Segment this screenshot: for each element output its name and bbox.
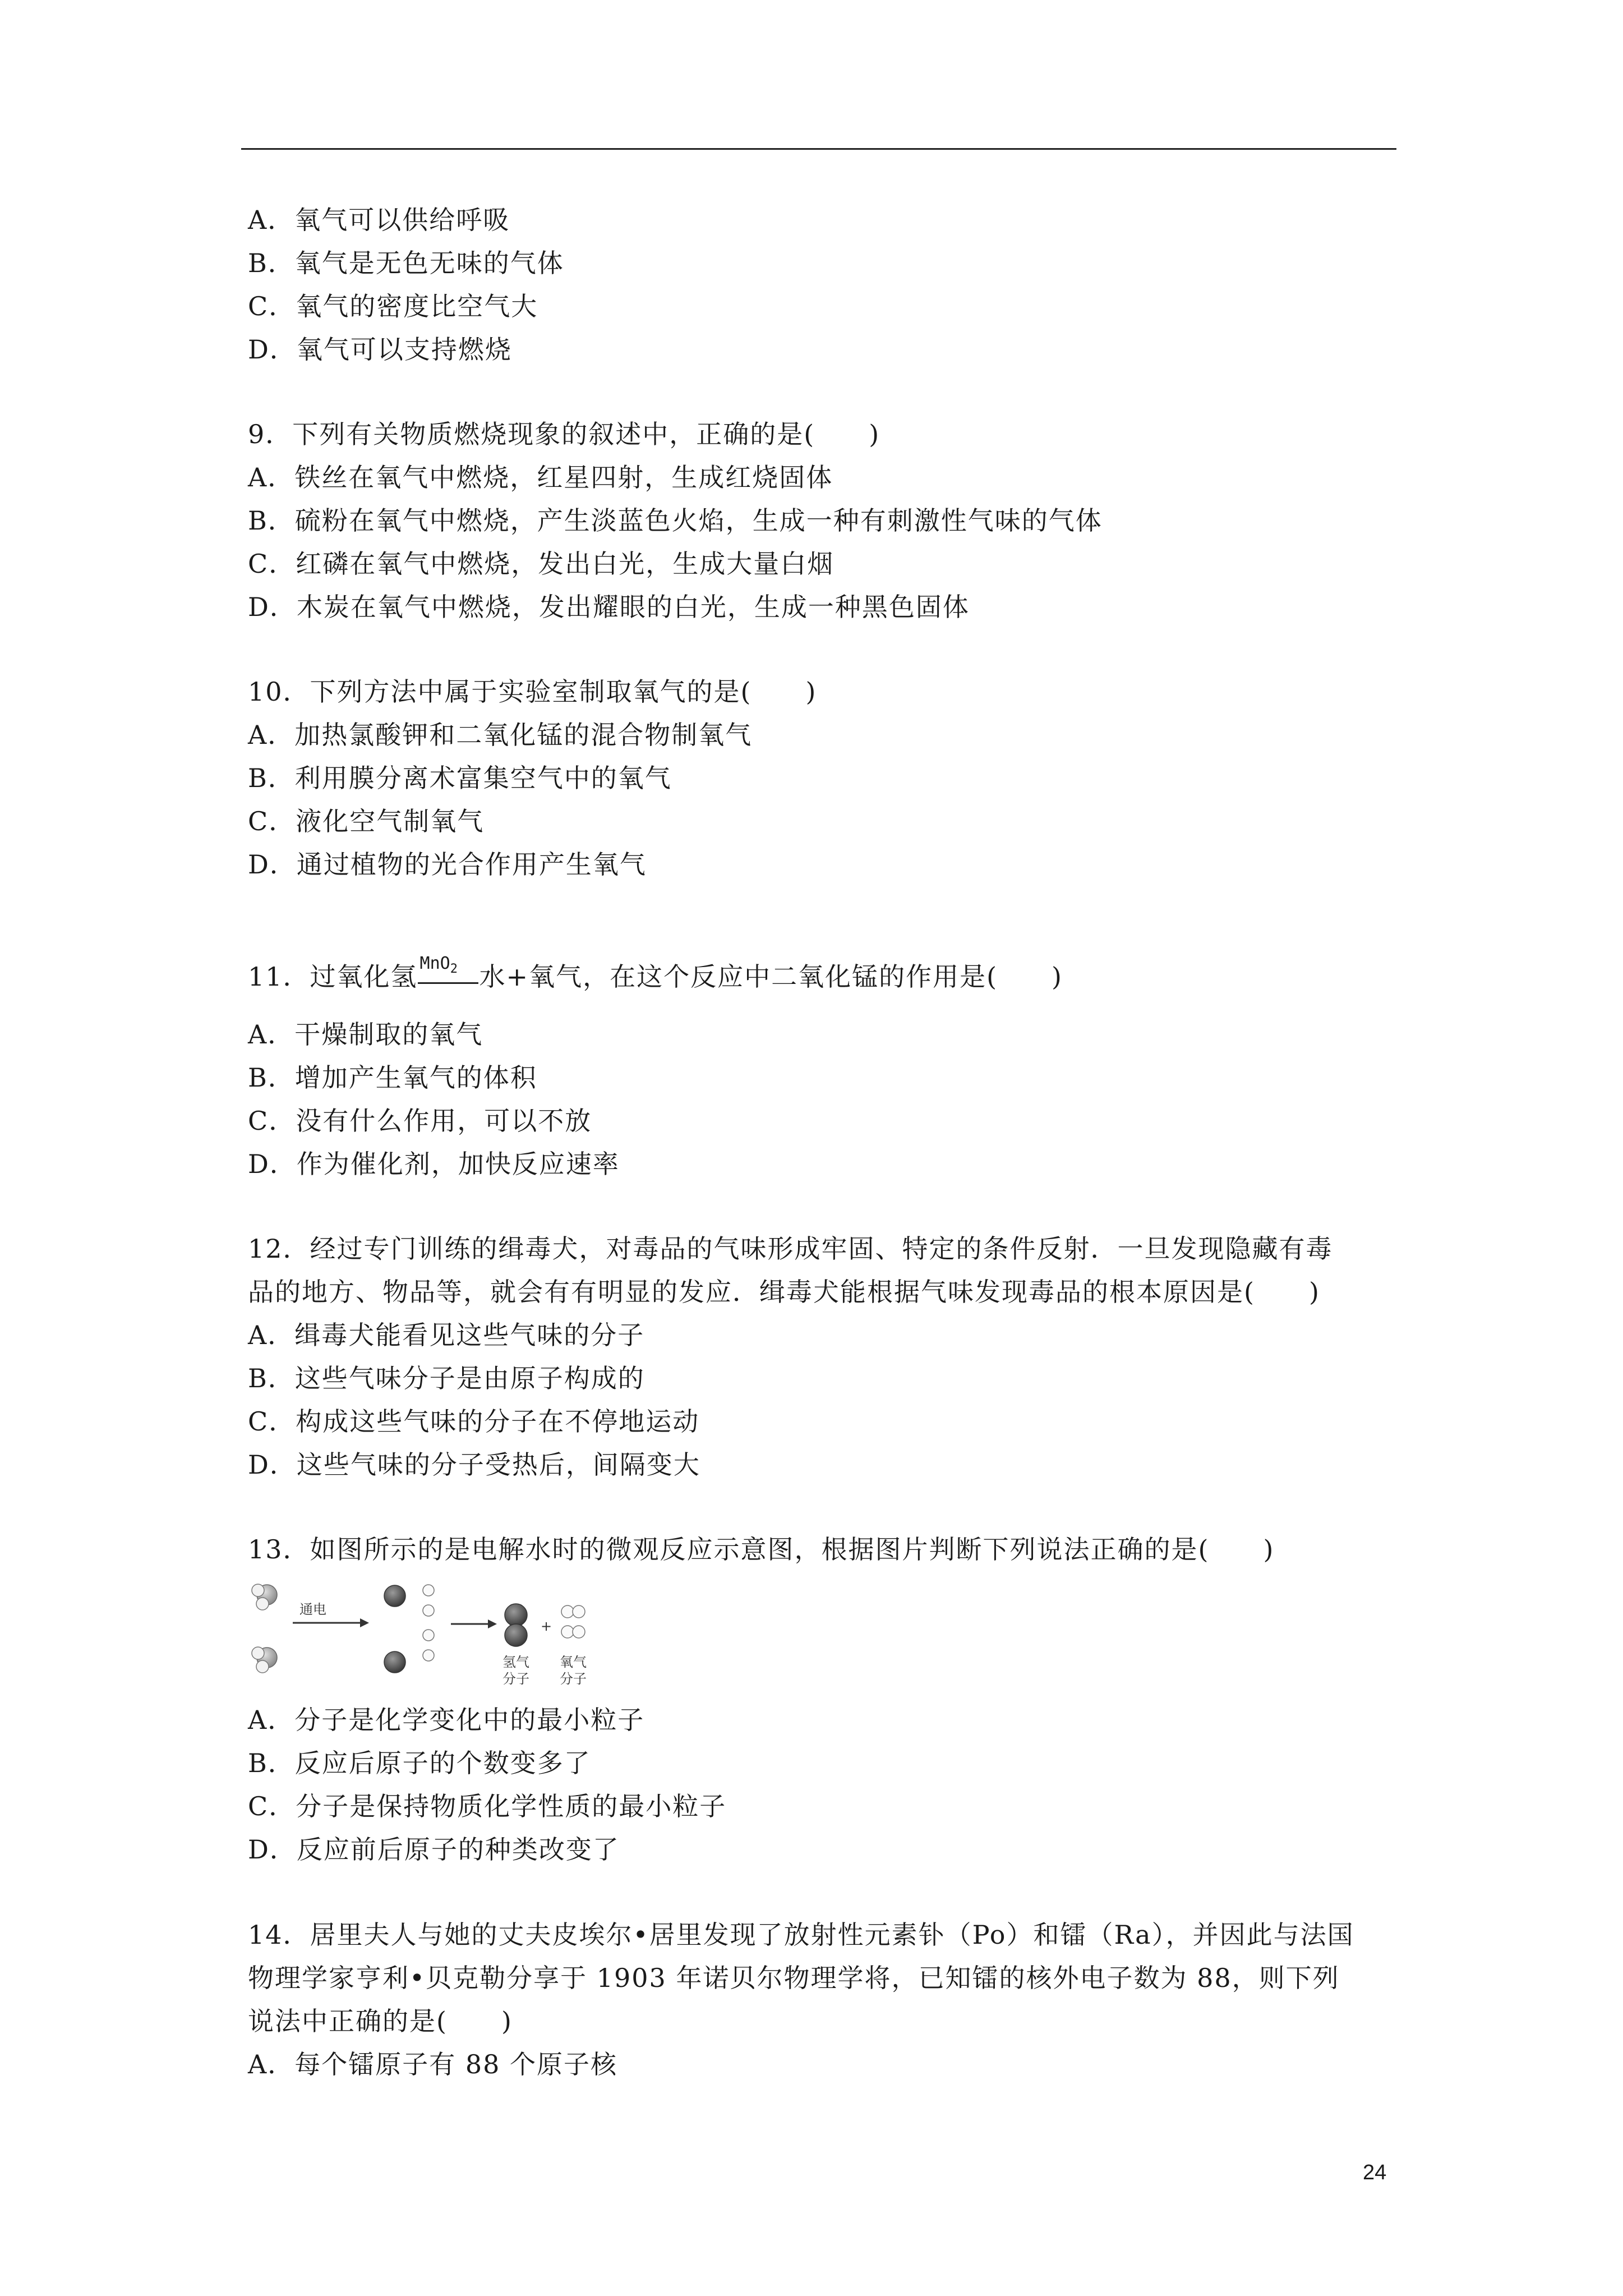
option-d: D．通过植物的光合作用产生氧气 xyxy=(248,849,647,880)
product-1-label: 氢气 xyxy=(502,1654,529,1670)
atom-light xyxy=(423,1650,434,1661)
option-b: B．反应后原子的个数变多了 xyxy=(248,1748,591,1778)
option-b: B．利用膜分离术富集空气中的氧气 xyxy=(248,763,672,793)
stem-suffix: 水+氧气，在这个反应中二氧化锰的作用是( ) xyxy=(479,961,1063,992)
question-stem: 13．如图所示的是电解水时的微观反应示意图，根据图片判断下列说法正确的是( ) xyxy=(248,1534,1275,1565)
atom-light xyxy=(423,1605,434,1616)
option-d: D．氧气可以支持燃烧 xyxy=(248,334,512,365)
molecule-product-2-atom xyxy=(561,1605,574,1618)
catalyst-condition xyxy=(418,954,479,986)
atom-dark xyxy=(384,1585,405,1607)
option-b: B．增加产生氧气的体积 xyxy=(248,1062,537,1093)
option-b: B．硫粉在氧气中燃烧，产生淡蓝色火焰，生成一种有刺激性气味的气体 xyxy=(248,505,1103,536)
question-stem-line: 物理学家亨利•贝克勒分享于 1903 年诺贝尔物理学将，已知镭的核外电子数为 88，则下列 xyxy=(248,1963,1340,1993)
option-a: A．氧气可以供给呼吸 xyxy=(248,205,510,235)
question-stem-line: 12．经过专门训练的缉毒犬，对毒品的气味形成牢固、特定的条件反射．一旦发现隐藏有毒 xyxy=(248,1234,1333,1264)
plus-sign: + xyxy=(541,1618,552,1634)
question-stem: 10．下列方法中属于实验室制取氧气的是( ) xyxy=(248,677,817,707)
product-1-label: 分子 xyxy=(502,1671,529,1687)
page-number: 24 xyxy=(1363,2161,1387,2184)
arrow-label: 通电 xyxy=(299,1602,326,1617)
arrow-head xyxy=(488,1619,497,1628)
option-c: C．液化空气制氧气 xyxy=(248,806,485,836)
option-a: A．缉毒犬能看见这些气味的分子 xyxy=(248,1320,645,1350)
option-d: D．作为催化剂，加快反应速率 xyxy=(248,1149,620,1179)
reaction-arrow-line xyxy=(418,982,478,984)
option-c: C．氧气的密度比空气大 xyxy=(248,291,538,321)
option-a: A．每个镭原子有 88 个原子核 xyxy=(248,2049,617,2079)
question-stem-line: 14．居里夫人与她的丈夫皮埃尔•居里发现了放射性元素钋（Po）和镭（Ra），并因此与法国 xyxy=(248,1920,1354,1950)
atom-dark xyxy=(384,1651,405,1673)
product-2-label: 氧气 xyxy=(560,1654,587,1670)
option-a: A．铁丝在氧气中燃烧，红星四射，生成红烧固体 xyxy=(248,462,833,493)
electrolysis-diagram xyxy=(248,1579,618,1691)
question-stem-line: 品的地方、物品等，就会有有明显的发应．缉毒犬能根据气味发现毒品的根本原因是( ) xyxy=(248,1277,1320,1307)
option-a: A．加热氯酸钾和二氧化锰的混合物制氧气 xyxy=(248,720,753,750)
molecule-product-2-atom xyxy=(573,1605,585,1618)
option-a: A．分子是化学变化中的最小粒子 xyxy=(248,1705,645,1735)
molecule-product-2-atom xyxy=(573,1626,585,1638)
option-b: B．这些气味分子是由原子构成的 xyxy=(248,1363,645,1393)
question-stem xyxy=(248,954,1063,993)
electrolysis-svg xyxy=(248,1579,618,1691)
question-stem-line: 说法中正确的是( ) xyxy=(248,2006,513,2036)
product-2-label: 分子 xyxy=(560,1671,587,1687)
atom-light xyxy=(423,1630,434,1641)
option-c: C．红磷在氧气中燃烧，发出白光，生成大量白烟 xyxy=(248,549,834,579)
molecule-product-2-atom xyxy=(561,1626,574,1638)
atom-light xyxy=(423,1585,434,1596)
water-molecule-top xyxy=(252,1584,277,1610)
molecule-product-1-atom xyxy=(505,1604,527,1626)
option-a: A．干燥制取的氧气 xyxy=(248,1019,483,1050)
question-stem: 9．下列有关物质燃烧现象的叙述中，正确的是( ) xyxy=(248,419,880,449)
option-c: C．分子是保持物质化学性质的最小粒子 xyxy=(248,1791,727,1821)
catalyst-formula: MnO$_2$ xyxy=(419,954,458,976)
water-molecule-bottom xyxy=(252,1647,277,1673)
option-d: D．反应前后原子的种类改变了 xyxy=(248,1834,620,1865)
option-b: B．氧气是无色无味的气体 xyxy=(248,248,564,278)
stem-prefix: 11．过氧化氢 xyxy=(248,961,418,992)
arrow-head xyxy=(360,1618,369,1627)
option-d: D．这些气味的分子受热后，间隔变大 xyxy=(248,1450,700,1480)
option-c: C．没有什么作用，可以不放 xyxy=(248,1106,592,1136)
option-c: C．构成这些气味的分子在不停地运动 xyxy=(248,1406,700,1437)
option-d: D．木炭在氧气中燃烧，发出耀眼的白光，生成一种黑色固体 xyxy=(248,592,970,622)
molecule-product-1-atom xyxy=(505,1624,527,1646)
header-rule xyxy=(241,148,1396,150)
